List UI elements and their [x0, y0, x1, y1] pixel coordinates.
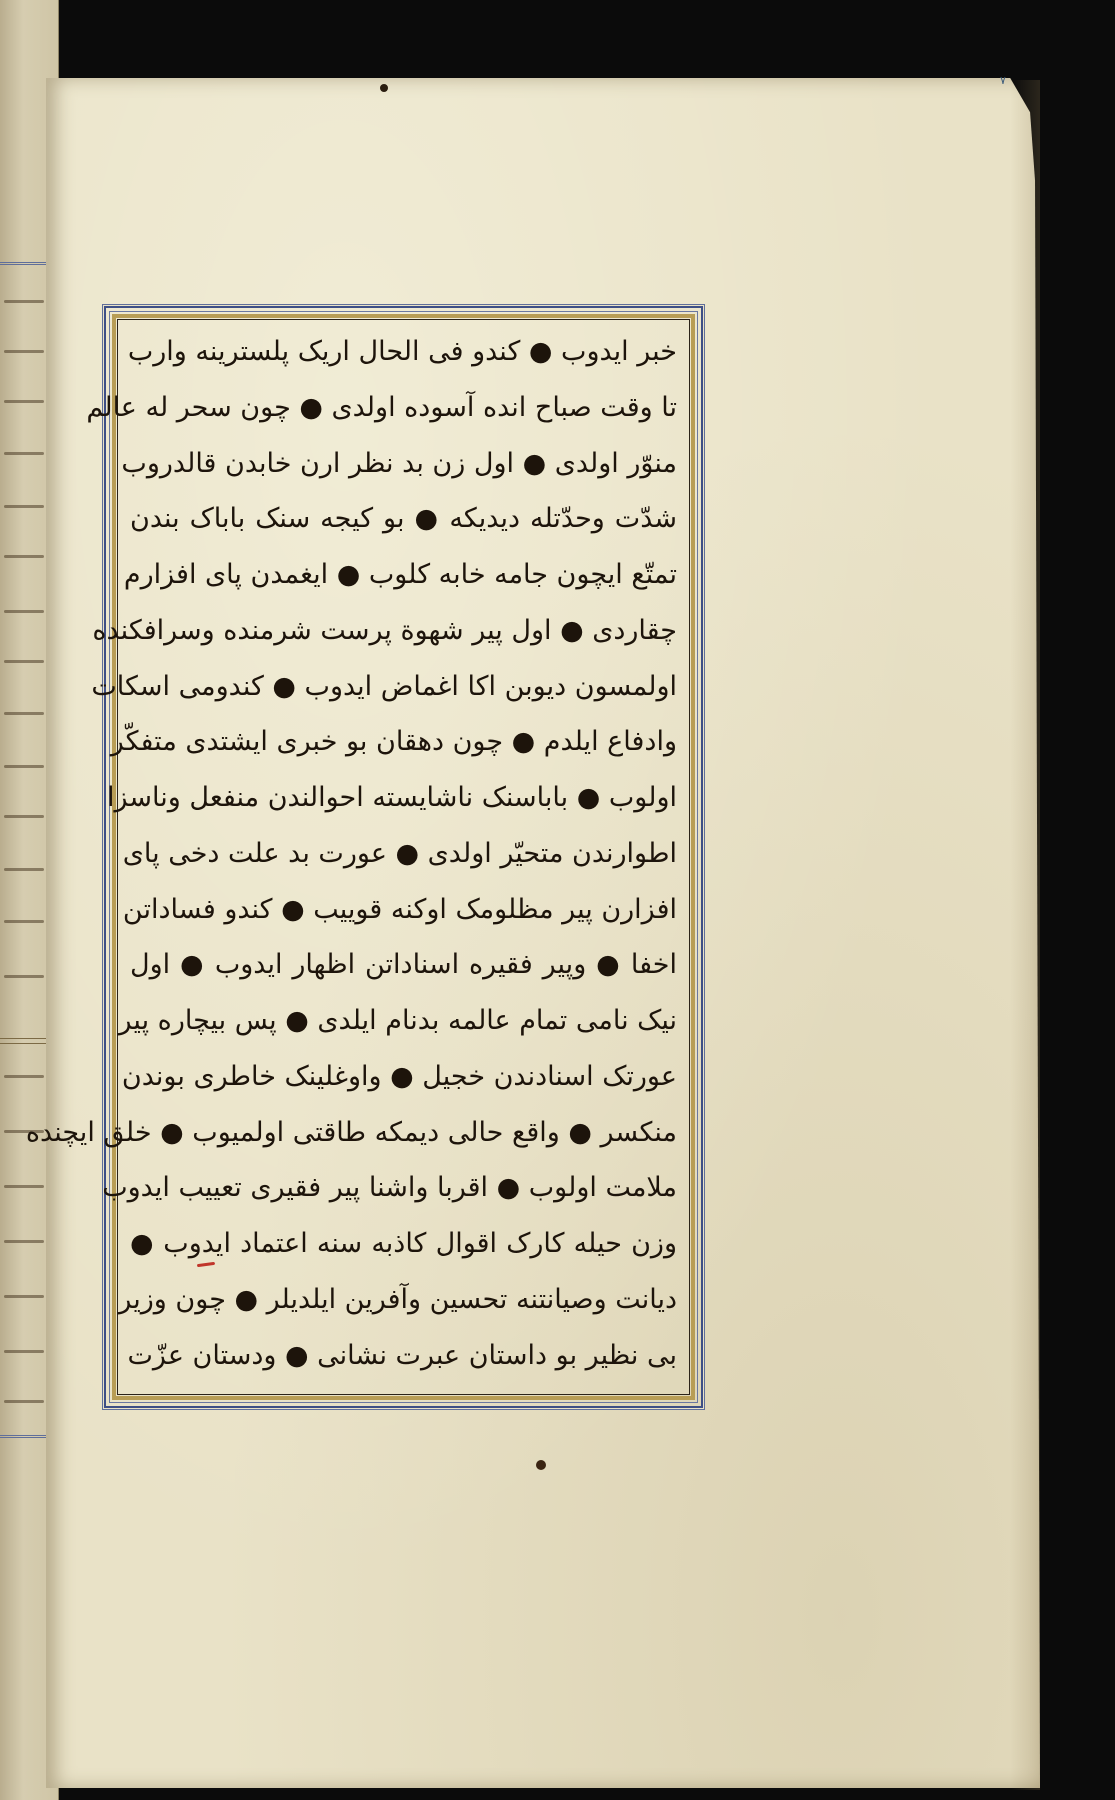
ink-dot-bottom: [536, 1460, 546, 1470]
manuscript-text-line: وزن حیله کارک اقوال کاذبه سنه اعتماد ایدوب ●: [130, 1228, 677, 1260]
ink-dot-top: [380, 84, 388, 92]
facing-page-text-line: [4, 975, 44, 978]
manuscript-text-line: عورتک اسنادندن خجیل ● واوغلینک خاطری بوندن: [121, 1060, 677, 1092]
facing-page-text-line: [4, 920, 44, 923]
facing-page-text-line: [4, 1075, 44, 1078]
facing-page-text-line: [4, 610, 44, 613]
facing-page-text-line: [4, 1350, 44, 1353]
facing-page-text-line: [4, 555, 44, 558]
facing-page-text-line: [4, 765, 44, 768]
manuscript-text-line: اطوارندن متحیّر اولدی ● عورت بد علت دخی پای: [122, 837, 677, 869]
manuscript-text-line: وادفاع ایلدم ● چون دهقان بو خبری ایشتدی متفکّر: [110, 726, 677, 758]
facing-page-text-line: [4, 1185, 44, 1188]
manuscript-text-line: چقاردی ● اول پیر شهوة پرست شرمنده وسرافکنده: [92, 614, 677, 646]
manuscript-text-line: اولمسون دیوبن اکا اغماض ایدوب ● کندومی اسکات: [91, 670, 677, 702]
manuscript-text-line: منکسر ● واقع حالی دیمکه طاقتی اولمیوب ● خلق ایچنده: [25, 1116, 677, 1148]
facing-page-text-line: [4, 400, 44, 403]
facing-page-frame: [0, 262, 51, 1438]
manuscript-text-line: دیانت وصیانتنه تحسین وآفرین ایلدیلر ● چون وزیر: [118, 1284, 677, 1316]
manuscript-text-line: تا وقت صباح انده آسوده اولدی ● چون سحر له عالم: [86, 391, 677, 423]
facing-page-text-line: [4, 712, 44, 715]
manuscript-text-line: اولوب ● باباسنک ناشایسته احوالندن منفعل وناسزا: [107, 782, 677, 814]
facing-page-text-line: [4, 660, 44, 663]
facing-page-text-line: [4, 1240, 44, 1243]
text-block: [25, 330, 677, 1384]
manuscript-text-line: بی نظیر بو داستان عبرت نشانی ● ودستان عزّت: [127, 1339, 677, 1371]
manuscript-text-line: منوّر اولدی ● اول زن بد نظر ارن خابدن قالدروب: [121, 447, 677, 479]
facing-page-text-line: [4, 452, 44, 455]
manuscript-text-line: اخفا ● وپیر فقیره اسناداتن اظهار ایدوب ● اول: [130, 949, 677, 981]
folio-edge-shadow: [1010, 80, 1040, 1790]
facing-page-text-line: [4, 868, 44, 871]
manuscript-text-line: شدّت وحدّتله دیدیکه ● بو کیجه سنک باباک بندن: [130, 503, 677, 535]
facing-page-text-line: [4, 350, 44, 353]
manuscript-text-line: تمتّع ایچون جامه خابه کلوب ● ایغمدن پای افزارم: [123, 559, 677, 591]
text-frame: [25, 306, 703, 1408]
manuscript-text-line: خبر ایدوب ● کندو فی الحال اریک پلسترینه وارب: [127, 336, 677, 367]
facing-page-text-line: [4, 300, 44, 303]
facing-page-text-line: [4, 815, 44, 818]
manuscript-text-line: نیک نامی تمام عالمه بدنام ایلدی ● پس بیچاره پیر: [118, 1005, 677, 1037]
manuscript-text-line: افزارن پیر مظلومک اوکنه قوییب ● کندو فساداتن: [122, 893, 677, 925]
folio-number: ٧: [1000, 74, 1006, 87]
facing-page-text-line: [4, 1400, 44, 1403]
manuscript-text-line: ملامت اولوب ● اقربا واشنا پیر فقیری تعییب ایدوب: [102, 1172, 677, 1204]
facing-page-rule: [0, 1038, 48, 1044]
facing-page-text-line: [4, 1295, 44, 1298]
facing-page-text-line: [4, 505, 44, 508]
